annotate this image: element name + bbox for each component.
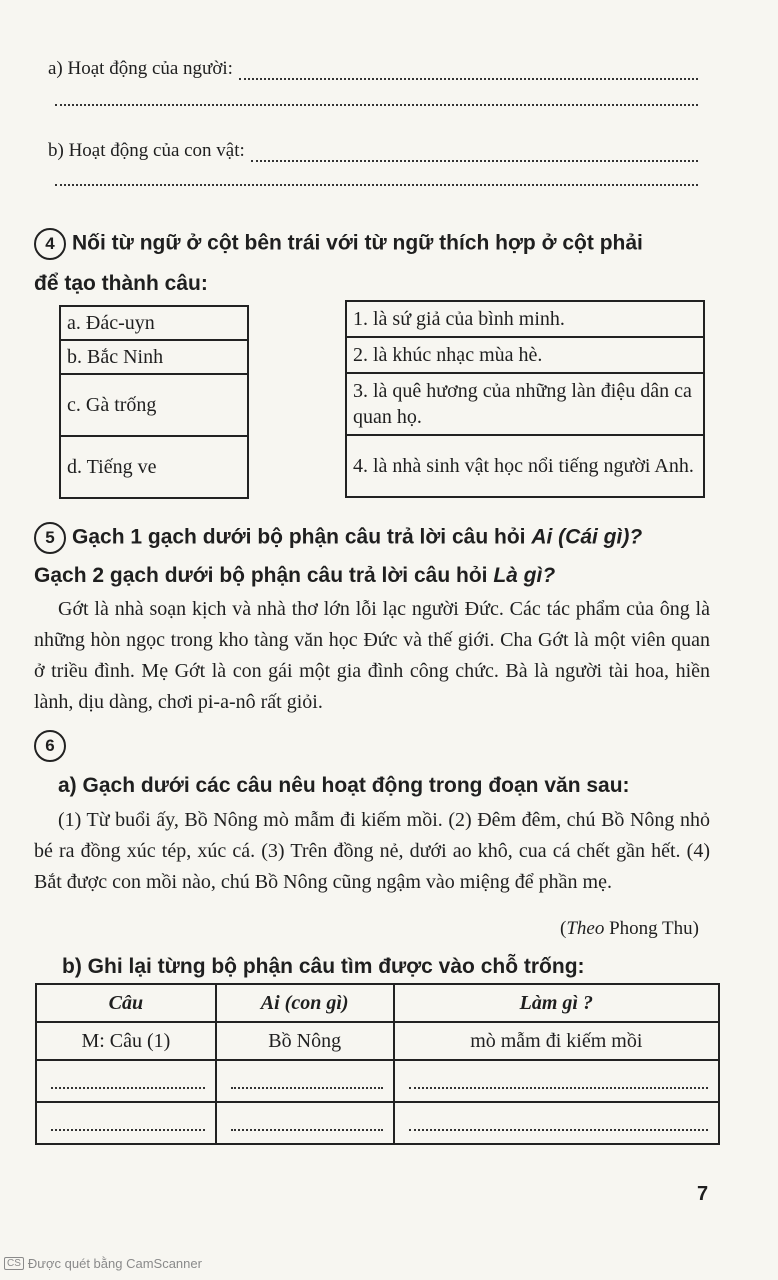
scanner-footer: [4, 1256, 202, 1271]
exercise-4-title-line2: để tạo thành câu:: [34, 272, 208, 295]
activity-a-blank-2[interactable]: [55, 104, 698, 106]
answer-table: [35, 983, 720, 1145]
blank-cell[interactable]: [216, 1102, 394, 1144]
exercise-5-question-1: Ai (Cái gì)?: [531, 525, 643, 549]
exercise-6-number: 6: [34, 730, 66, 762]
example-ai: Bồ Nông: [216, 1022, 394, 1060]
source-theo: Theo: [566, 918, 605, 939]
exercise-5-line2-wrap: [34, 564, 555, 588]
exercise-5-paragraph[interactable]: Gớt là nhà soạn kịch và nhà thơ lớn lỗi lạc người Đức. Các tác phẩm của ông là những hòn ngọc trong kho tàng văn học Đức và thế giới. Cha Gớt là một viên quan ở triều đình. Mẹ Gớt là con gái một gia đình công chức. Bà là người tài hoa, hiền lành, dịu dàng, chơi pi-a-nô rất giỏi.: [34, 598, 710, 713]
blank-cell[interactable]: [36, 1060, 216, 1102]
activity-b-blank[interactable]: [251, 146, 698, 162]
exercise-5-line2: Gạch 2 gạch dưới bộ phận câu trả lời câu hỏi: [34, 564, 494, 587]
exercise-5-number: 5: [34, 522, 66, 554]
activity-a-label: a) Hoạt động của người:: [48, 58, 233, 79]
right-column-table: [345, 300, 705, 498]
exercise-5-question-2: Là gì?: [493, 564, 556, 587]
activity-b-row: [48, 140, 698, 162]
table-row: [36, 1060, 719, 1102]
activity-b-blank-2[interactable]: [55, 184, 698, 186]
table-header-row: [36, 984, 719, 1022]
activity-b-label: b) Hoạt động của con vật:: [48, 140, 245, 161]
table-row: [36, 1022, 719, 1060]
activity-a-row: [48, 58, 698, 80]
right-item-3[interactable]: 3. là quê hương của những làn điệu dân ca quan họ.: [346, 373, 704, 435]
exercise-6a-title: a) Gạch dưới các câu nêu hoạt động trong đoạn văn sau:: [58, 774, 630, 797]
blank-cell[interactable]: [394, 1060, 719, 1102]
left-item-b[interactable]: b. Bắc Ninh: [60, 340, 248, 374]
source-author: Phong Thu: [609, 918, 693, 939]
page-number: 7: [697, 1183, 709, 1205]
blank-cell[interactable]: [394, 1102, 719, 1144]
left-column-table: [59, 305, 249, 499]
exercise-5-line1: Gạch 1 gạch dưới bộ phận câu trả lời câu hỏi: [72, 525, 532, 549]
camscanner-logo-icon: CS: [4, 1257, 24, 1270]
blank-cell[interactable]: [216, 1060, 394, 1102]
exercise-6b-title: b) Ghi lại từng bộ phận câu tìm được vào chỗ trống:: [62, 955, 585, 978]
blank-cell[interactable]: [36, 1102, 216, 1144]
exercise-5-heading: [34, 522, 734, 554]
exercise-4-heading: [34, 228, 724, 260]
exercise-6-paragraph[interactable]: (1) Từ buổi ấy, Bồ Nông mò mẫm đi kiếm mồi. (2) Đêm đêm, chú Bồ Nông nhỏ bé ra đồng xúc tép, xúc cá. (3) Trên đồng nẻ, dưới ao khô, cua cá chết gần hết. (4) Bắt được con mồi nào, chú Bồ Nông cũng ngậm vào miệng để phần mẹ.: [34, 809, 710, 893]
header-ai: Ai (con gì): [216, 984, 394, 1022]
right-item-4[interactable]: 4. là nhà sinh vật học nổi tiếng người Anh.: [346, 435, 704, 497]
source-credit: (Theo Phong Thu): [560, 918, 699, 939]
scanner-text: Được quét bằng CamScanner: [27, 1256, 202, 1271]
left-item-a[interactable]: a. Đác-uyn: [60, 306, 248, 340]
table-row: [36, 1102, 719, 1144]
right-item-1[interactable]: 1. là sứ giả của bình minh.: [346, 301, 704, 337]
exercise-4-title-line1: Nối từ ngữ ở cột bên trái với từ ngữ thích hợp ở cột phải: [72, 231, 643, 255]
header-lam-gi: Làm gì ?: [394, 984, 719, 1022]
example-cau: M: Câu (1): [36, 1022, 216, 1060]
exercise-6-heading: [34, 730, 72, 762]
left-item-c[interactable]: c. Gà trống: [60, 374, 248, 436]
exercise-4-number: 4: [34, 228, 66, 260]
activity-a-blank[interactable]: [239, 64, 698, 80]
header-cau: Câu: [36, 984, 216, 1022]
left-item-d[interactable]: d. Tiếng ve: [60, 436, 248, 498]
right-item-2[interactable]: 2. là khúc nhạc mùa hè.: [346, 337, 704, 373]
example-lam-gi: mò mẫm đi kiếm mồi: [394, 1022, 719, 1060]
